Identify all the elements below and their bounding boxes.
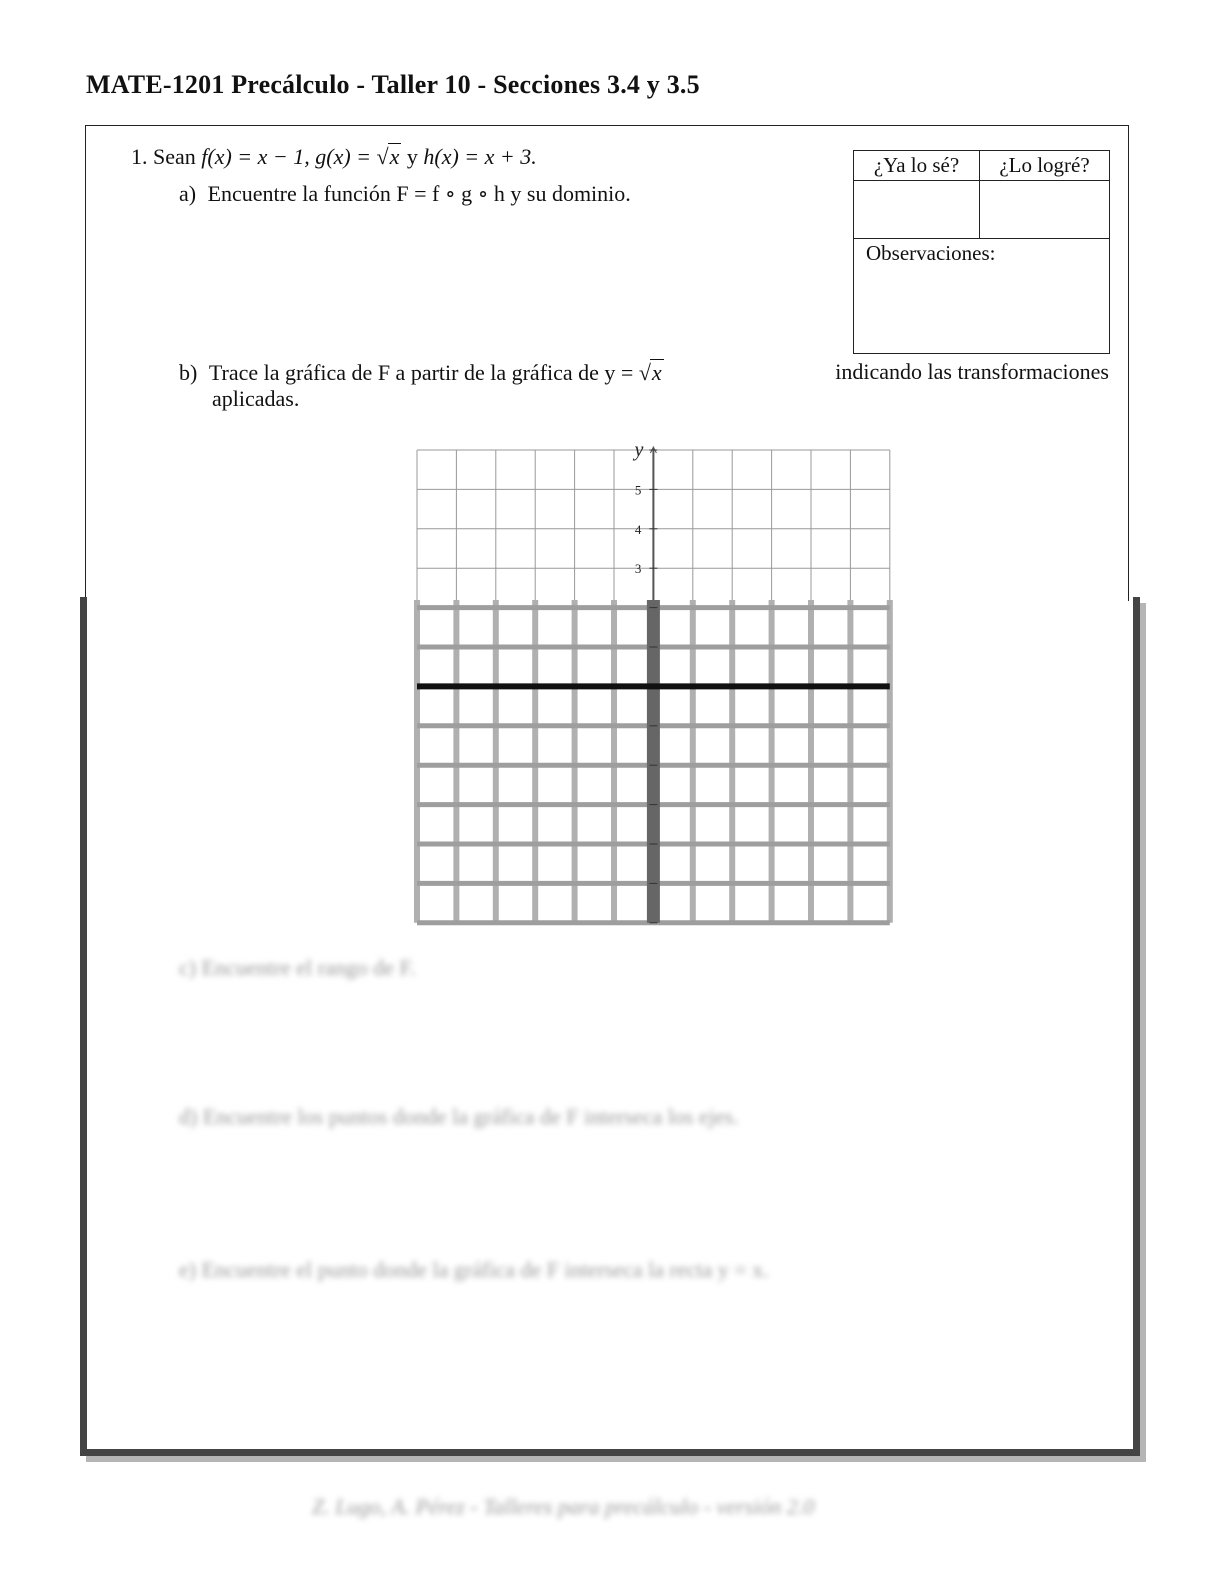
- intro-prefix: Sean: [153, 144, 202, 169]
- cell-lo-logre[interactable]: [980, 181, 1109, 239]
- header-lo-logre: ¿Lo logré?: [980, 151, 1109, 181]
- page-footer: Z. Lugo, A. Pérez - Talleres para precálculo - versión 2.0: [312, 1494, 815, 1519]
- part-b-text-after: indicando las transformaciones: [835, 359, 1109, 384]
- part-a: [179, 181, 631, 207]
- part-a-label: a): [179, 181, 197, 206]
- part-d: [179, 1104, 739, 1130]
- coordinate-grid[interactable]: [400, 430, 910, 940]
- sqrt-icon: √: [376, 144, 389, 169]
- page-title: MATE-1201 Precálculo - Taller 10 - Secciones 3.4 y 3.5: [86, 70, 700, 99]
- part-b: [179, 359, 1109, 412]
- problem-number: 1.: [131, 144, 148, 169]
- part-c-text: Encuentre el rango de F.: [201, 955, 416, 980]
- part-b-radicand: x: [651, 360, 662, 385]
- g-definition: g(x) =: [315, 144, 377, 169]
- part-d-label: d): [179, 1104, 198, 1129]
- h-definition: h(x) = x + 3.: [423, 144, 537, 169]
- y-tick-label: 4: [634, 521, 642, 537]
- part-d-text: Encuentre los puntos donde la gráfica de F interseca los ejes.: [202, 1104, 739, 1129]
- f-definition: f(x) = x − 1,: [201, 144, 310, 169]
- part-b-text: Trace la gráfica de F a partir de la gráfica de y =: [208, 360, 639, 385]
- part-b-line2: aplicadas.: [212, 386, 300, 411]
- part-a-text: Encuentre la función F = f ∘ g ∘ h y su dominio.: [207, 181, 631, 206]
- part-e-text: Encuentre el punto donde la gráfica de F interseca la recta y = x.: [201, 1257, 769, 1282]
- g-radicand: x: [389, 144, 400, 169]
- conjunction: y: [401, 144, 424, 169]
- cell-ya-lo-se[interactable]: [854, 181, 980, 239]
- observations-label: Observaciones:: [866, 241, 996, 265]
- problem-1-statement: [131, 143, 537, 170]
- part-c-label: c): [179, 955, 197, 980]
- part-e-label: e): [179, 1257, 197, 1282]
- part-e: [179, 1257, 769, 1283]
- self-assessment-table: [853, 150, 1110, 354]
- part-b-label: b): [179, 360, 198, 385]
- y-tick-label: 5: [634, 482, 642, 498]
- sqrt-icon: √: [638, 360, 651, 385]
- y-tick-label: 3: [634, 561, 642, 577]
- header-ya-lo-se: ¿Ya lo sé?: [854, 151, 980, 181]
- part-c: [179, 955, 415, 981]
- y-axis-label: y: [634, 439, 644, 461]
